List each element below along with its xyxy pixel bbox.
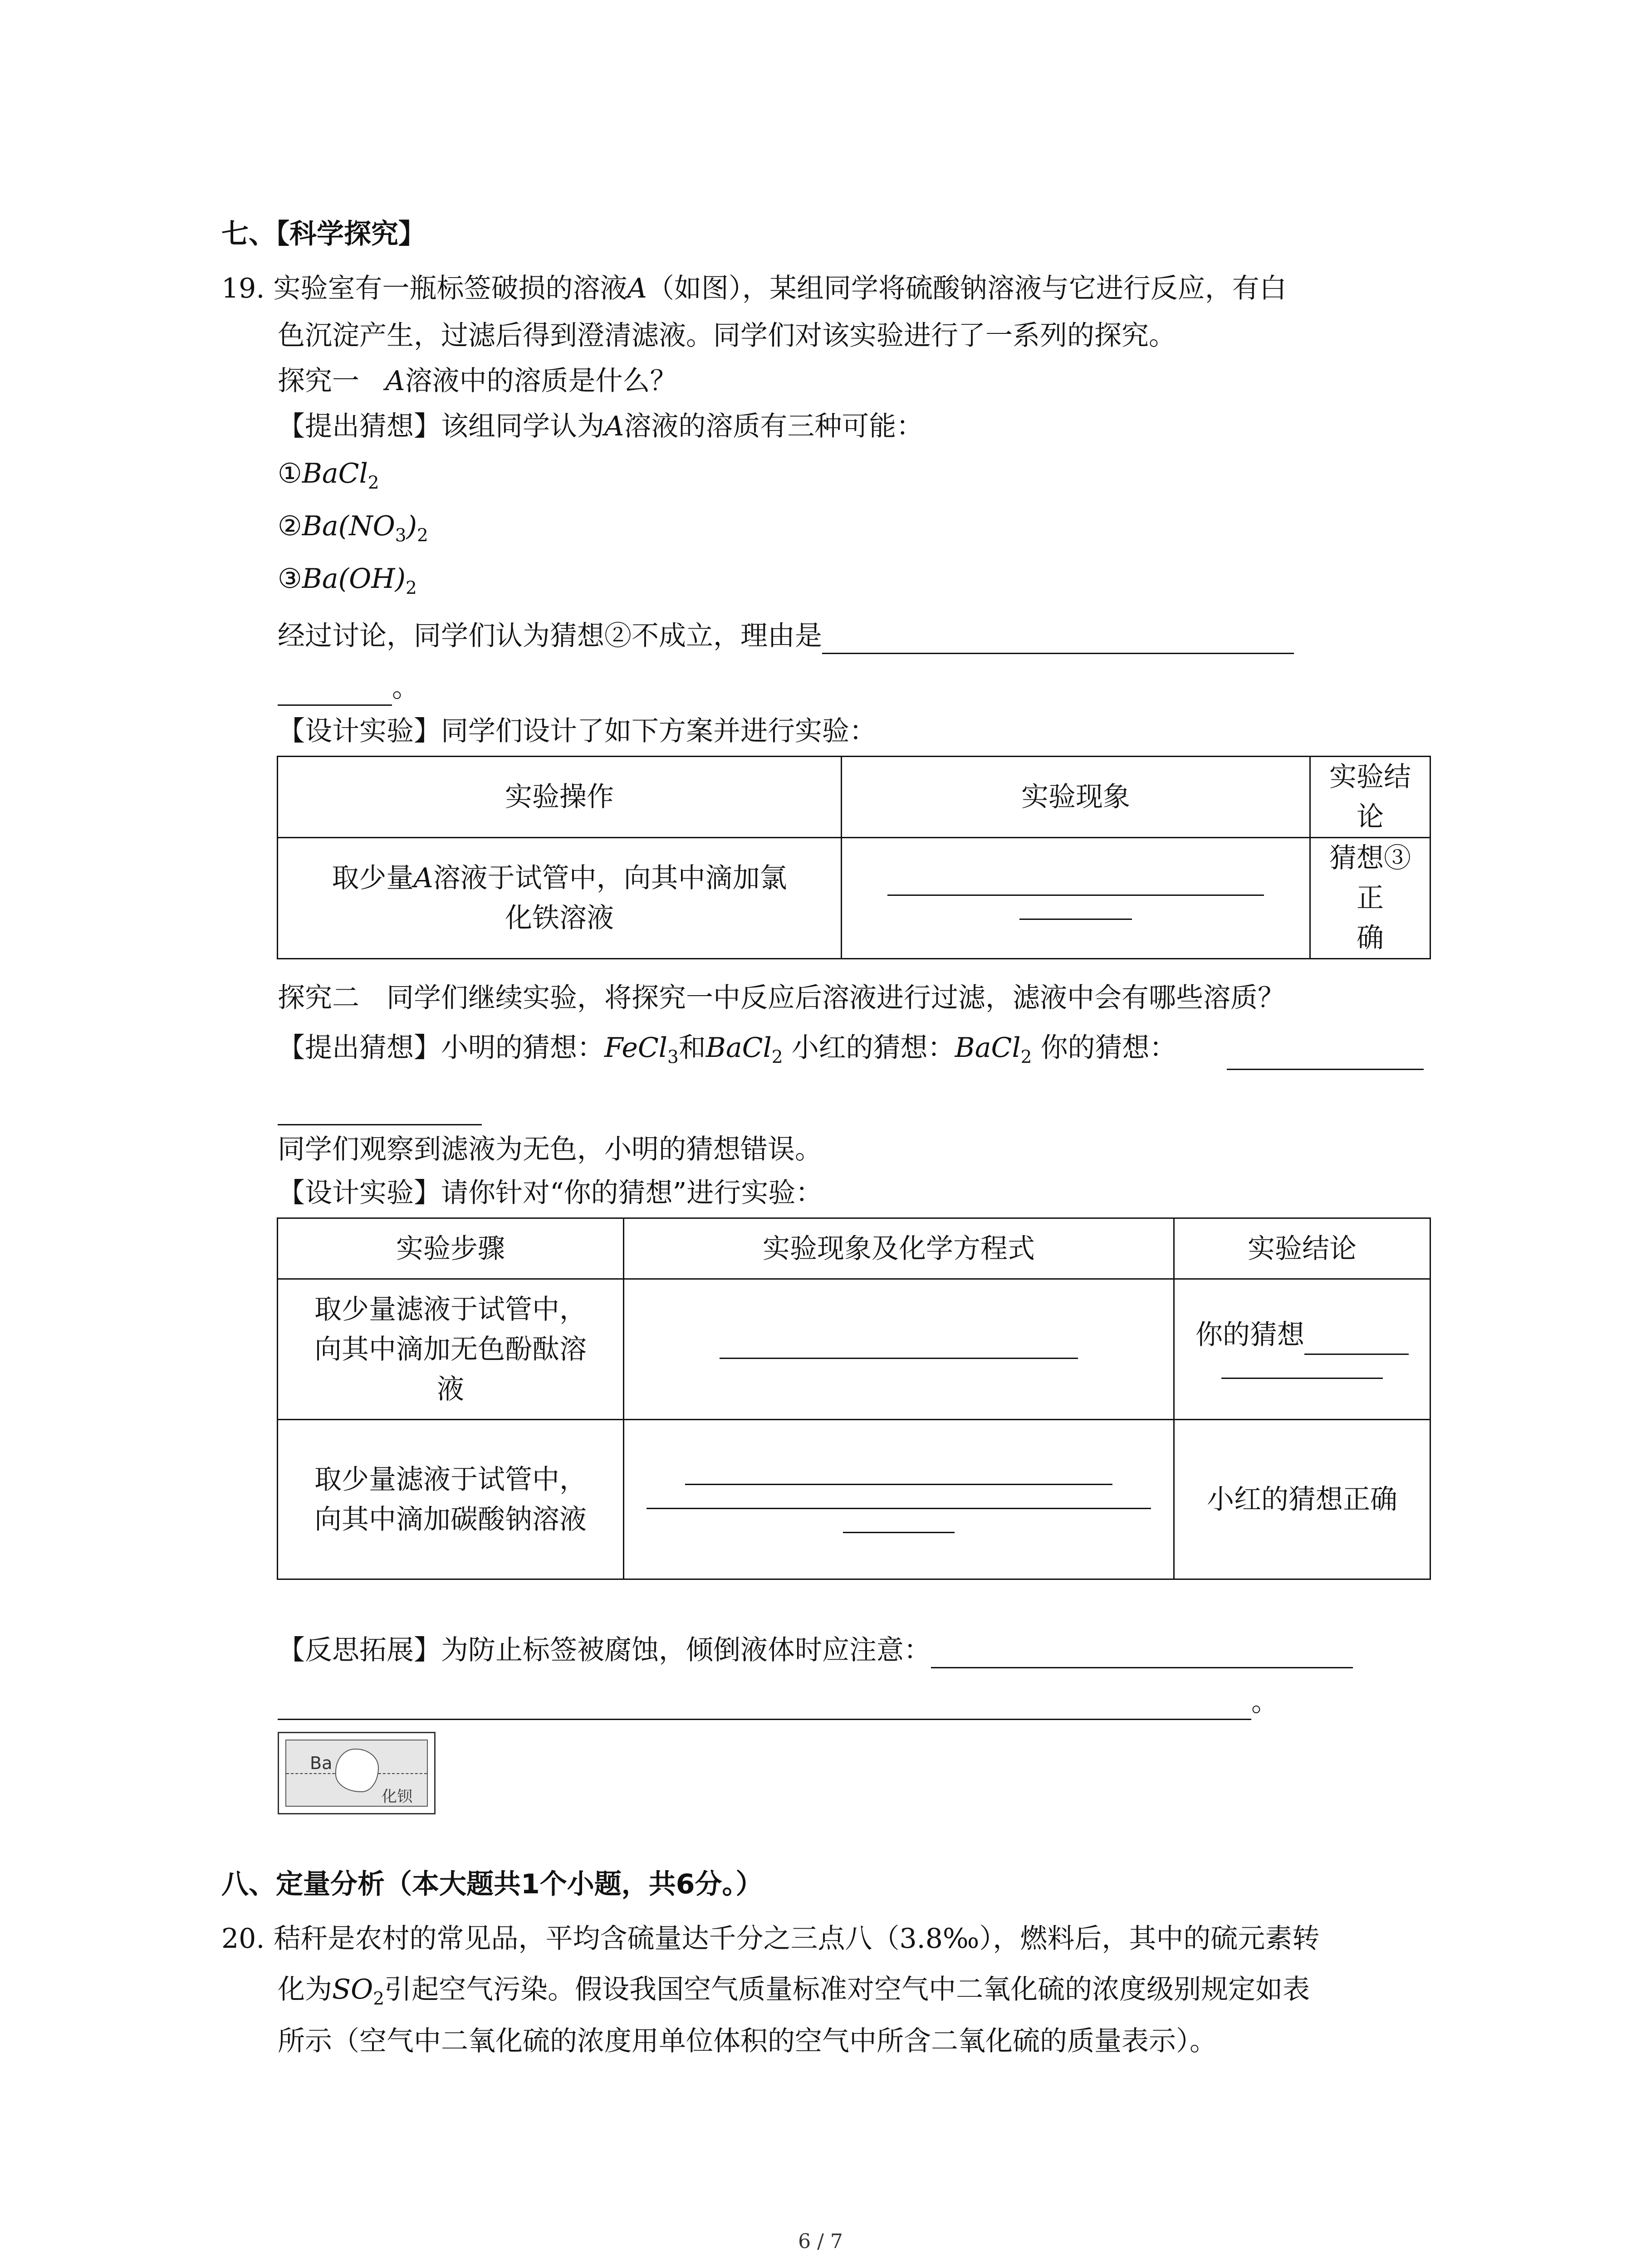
stem-text: （如图），某组同学将硫酸钠溶液与它进行反应，有白 bbox=[647, 273, 1287, 304]
answer-blank-reason[interactable] bbox=[822, 626, 1294, 654]
formula: BaCl bbox=[302, 458, 368, 489]
var-a: A bbox=[385, 365, 405, 397]
design-2-title: 【设计实验】请你针对“你的猜想”进行实验： bbox=[278, 1177, 823, 1209]
table-row bbox=[278, 1420, 1430, 1579]
section-heading-7: 七、【科学探究】 bbox=[221, 218, 426, 250]
option-mark: ① bbox=[278, 458, 302, 489]
subscript: 2 bbox=[406, 578, 417, 599]
question-number: 19. bbox=[221, 273, 265, 304]
option-3 bbox=[278, 561, 417, 597]
option-mark: ③ bbox=[278, 563, 302, 595]
table-header-cell: 实验操作 bbox=[278, 757, 842, 838]
question-19-line2: 色沉淀产生，过滤后得到澄清滤液。同学们对该实验进行了一系列的探究。 bbox=[278, 320, 1176, 352]
cell-text: 取少量滤液于试管中， bbox=[314, 1293, 587, 1325]
cell-text: 向其中滴加碳酸钠溶液 bbox=[314, 1503, 587, 1535]
experiment-table-1 bbox=[277, 756, 1431, 959]
table-header-cell: 实验现象 bbox=[842, 757, 1310, 838]
formula: FeCl bbox=[604, 1032, 667, 1064]
subscript: 3 bbox=[395, 525, 407, 546]
guess-2-line bbox=[278, 1030, 1177, 1066]
cell-text: 你的猜想 bbox=[1195, 1319, 1304, 1351]
formula: ) bbox=[406, 510, 417, 542]
cell-text: 液 bbox=[437, 1373, 464, 1405]
conclusion-cell bbox=[1174, 1279, 1430, 1420]
answer-blank-reflect-cont[interactable] bbox=[278, 1692, 1251, 1720]
answer-blank-conclusion[interactable] bbox=[1304, 1334, 1409, 1355]
step-cell bbox=[278, 1279, 624, 1420]
subscript: 2 bbox=[373, 1989, 385, 2009]
phenomenon-cell bbox=[624, 1420, 1174, 1579]
var-a: A bbox=[413, 862, 433, 894]
explore-1-title bbox=[278, 363, 677, 399]
question-19-line1 bbox=[221, 270, 1287, 307]
answer-blank-equation-end[interactable] bbox=[843, 1514, 955, 1533]
formula: Ba(NO bbox=[302, 510, 395, 542]
reason-line2 bbox=[278, 670, 419, 706]
design-1-title: 【设计实验】同学们设计了如下方案并进行实验： bbox=[278, 715, 877, 747]
cell-text: 确 bbox=[1357, 922, 1384, 954]
formula: BaCl bbox=[955, 1032, 1021, 1064]
phenomenon-cell bbox=[842, 838, 1310, 959]
answer-blank-phenomenon[interactable] bbox=[720, 1339, 1078, 1359]
period: 。 bbox=[1251, 1686, 1279, 1718]
reflect-text: 【反思拓展】为防止标签被腐蚀，倾倒液体时应注意： bbox=[278, 1634, 931, 1666]
table-header-cell: 实验结论 bbox=[1310, 757, 1430, 838]
answer-blank-phenomenon[interactable] bbox=[887, 876, 1264, 896]
option-mark: ② bbox=[278, 510, 302, 542]
var-a: A bbox=[604, 411, 624, 442]
question-20-line2 bbox=[278, 1971, 1310, 2008]
explore-text: 溶液中的溶质是什么？ bbox=[405, 365, 677, 397]
table-header-row bbox=[278, 1218, 1430, 1279]
answer-blank-conclusion-cont[interactable] bbox=[1221, 1359, 1383, 1379]
answer-blank-your-guess[interactable] bbox=[1227, 1069, 1424, 1070]
reason-text: 经过讨论，同学们认为猜想②不成立，理由是 bbox=[278, 620, 822, 652]
table-header-cell: 实验步骤 bbox=[278, 1218, 624, 1279]
phenomenon-cell bbox=[624, 1279, 1174, 1420]
formula: BaCl bbox=[705, 1032, 772, 1064]
answer-blank-equation-cont[interactable] bbox=[647, 1490, 1151, 1509]
cell-text: 化铁溶液 bbox=[505, 902, 614, 934]
cell-text: 溶液于试管中，向其中滴加氯 bbox=[433, 862, 787, 894]
guess-text: 小红的猜想： bbox=[791, 1032, 955, 1064]
guess-text: 你的猜想： bbox=[1040, 1032, 1177, 1064]
answer-blank-your-guess-cont[interactable] bbox=[278, 1124, 482, 1125]
stem-text: 实验室有一瓶标签破损的溶液 bbox=[273, 273, 627, 304]
guess-text: 溶液的溶质有三种可能： bbox=[624, 411, 924, 442]
option-2 bbox=[278, 508, 428, 544]
explore-label: 探究一 bbox=[278, 365, 359, 397]
step-cell bbox=[278, 1420, 624, 1579]
section-heading-8: 八、定量分析（本大题共1个小题，共6分。） bbox=[221, 1868, 763, 1900]
torn-hole-shape bbox=[335, 1749, 379, 1792]
label-tail-text: 化钡 bbox=[382, 1788, 412, 1806]
table-header-cell: 实验现象及化学方程式 bbox=[624, 1218, 1174, 1279]
guess-intro bbox=[278, 408, 923, 445]
subscript: 2 bbox=[367, 473, 379, 494]
guess-text: 【提出猜想】小明的猜想： bbox=[278, 1032, 604, 1064]
page-number: 6 / 7 bbox=[798, 2230, 843, 2253]
label-ba-text: Ba bbox=[310, 1753, 333, 1773]
reflect-line bbox=[278, 1632, 1353, 1668]
observe-line: 同学们观察到滤液为无色，小明的猜想错误。 bbox=[278, 1134, 822, 1165]
subscript: 2 bbox=[417, 525, 428, 546]
stem-text: 引起空气污染。假设我国空气质量标准对空气中二氧化硫的浓度级别规定如表 bbox=[384, 1974, 1310, 2005]
answer-blank-phenomenon-cont[interactable] bbox=[1019, 900, 1132, 920]
formula: SO bbox=[332, 1974, 373, 2005]
answer-blank-reason-cont[interactable] bbox=[278, 678, 392, 706]
question-number: 20. bbox=[221, 1923, 265, 1955]
table-header-row bbox=[278, 757, 1430, 838]
question-20-line3: 所示（空气中二氧化硫的浓度用单位体积的空气中所含二氧化硫的质量表示）。 bbox=[278, 2025, 1217, 2057]
cell-text: 取少量 bbox=[332, 862, 414, 894]
cell-text: 向其中滴加无色酚酞溶 bbox=[314, 1333, 587, 1365]
conclusion-cell: 小红的猜想正确 bbox=[1174, 1420, 1430, 1579]
answer-blank-equation[interactable] bbox=[685, 1466, 1112, 1485]
stem-text: 化为 bbox=[278, 1974, 332, 2005]
stem-text: 秸秆是农村的常见品，平均含硫量达千分之三点八（3.8‰），燃料后，其中的硫元素转 bbox=[273, 1923, 1320, 1955]
table-header-cell: 实验结论 bbox=[1174, 1218, 1430, 1279]
operation-cell bbox=[278, 838, 842, 959]
explore-2-title: 探究二 同学们继续实验，将探究一中反应后溶液进行过滤，滤液中会有哪些溶质？ bbox=[278, 982, 1285, 1014]
period: 。 bbox=[392, 672, 419, 704]
conclusion-cell bbox=[1310, 838, 1430, 959]
subscript: 3 bbox=[667, 1047, 679, 1068]
guess-text: 【提出猜想】该组同学认为 bbox=[278, 411, 604, 442]
answer-blank-reflect[interactable] bbox=[931, 1641, 1353, 1668]
subscript: 2 bbox=[1020, 1047, 1032, 1068]
label-inner bbox=[285, 1740, 428, 1807]
formula: Ba(OH) bbox=[302, 563, 406, 595]
cell-text: 猜想③正 bbox=[1329, 842, 1411, 914]
question-20-line1 bbox=[221, 1921, 1319, 1957]
table-row bbox=[278, 1279, 1430, 1420]
option-1 bbox=[278, 455, 379, 492]
cell-text: 取少量滤液于试管中， bbox=[314, 1463, 587, 1496]
guess-text: 和 bbox=[678, 1032, 706, 1064]
reflect-line2 bbox=[278, 1684, 1279, 1720]
reason-line bbox=[278, 618, 1294, 654]
subscript: 2 bbox=[771, 1047, 783, 1068]
var-a: A bbox=[627, 273, 647, 304]
broken-label-figure bbox=[278, 1732, 436, 1814]
experiment-table-2 bbox=[277, 1217, 1431, 1580]
table-row bbox=[278, 838, 1430, 959]
